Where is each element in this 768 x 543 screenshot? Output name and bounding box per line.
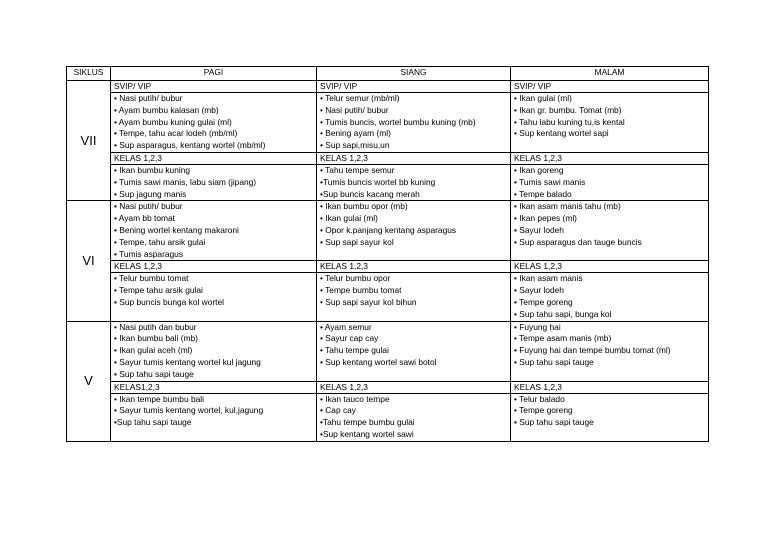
class-label-pagi: SVIP/ VIP bbox=[111, 81, 317, 93]
menu-item-list bbox=[320, 201, 507, 248]
menu-row bbox=[67, 273, 709, 321]
menu-item: • Ikan asam manis bbox=[514, 273, 583, 284]
menu-item: • Ikan bumbu kuning bbox=[114, 164, 191, 175]
menu-item: • Ayam bumbu kalasan (mb) bbox=[114, 104, 219, 115]
menu-item: • Sayur tumis kentang wortel kul jagung bbox=[114, 356, 261, 367]
menu-item: • Fuyung hai bbox=[514, 321, 561, 332]
menu-item: • Ikan gulai (ml) bbox=[320, 213, 378, 224]
menu-item: • Ikan gulai (ml) bbox=[514, 93, 572, 103]
class-label-siang: KELAS 1,2,3 bbox=[317, 261, 511, 273]
class-label-siang: SVIP/ VIP bbox=[317, 81, 511, 93]
menu-item-list bbox=[114, 273, 313, 308]
menu-cell-siang bbox=[317, 164, 511, 200]
menu-cell-siang bbox=[317, 273, 511, 321]
menu-item-list bbox=[320, 273, 507, 308]
class-label-malam: SVIP/ VIP bbox=[511, 81, 709, 93]
label-row bbox=[67, 261, 709, 273]
menu-item: • Sup tahu sapi tauge bbox=[114, 368, 194, 379]
menu-cell-siang bbox=[317, 393, 511, 441]
menu-item: • Tumis buncis, wortel bumbu kuning (mb) bbox=[320, 116, 476, 127]
menu-item: • Sup tahu sapi, bunga kol bbox=[514, 308, 612, 319]
menu-item: • Ikan tauco tempe bbox=[320, 393, 390, 404]
menu-item-list bbox=[514, 322, 705, 369]
menu-item: • Ayam bb tomat bbox=[114, 213, 175, 224]
menu-item: • Tempe bumbu tomat bbox=[320, 285, 402, 296]
header-row bbox=[67, 67, 709, 81]
menu-item: • Telur bumbu tomat bbox=[114, 273, 189, 284]
menu-item-list bbox=[114, 165, 313, 200]
class-label-pagi: KELAS 1,2,3 bbox=[111, 152, 317, 164]
menu-item: • Tempe asam manis (mb) bbox=[514, 333, 612, 344]
menu-item-list bbox=[114, 93, 313, 152]
menu-item: • Ikan pepes (ml) bbox=[514, 213, 577, 224]
menu-row bbox=[67, 164, 709, 200]
menu-item: •Sup kentang wortel sawi bbox=[320, 428, 414, 439]
menu-item: •Sup buncis kacang merah bbox=[320, 188, 420, 199]
menu-item: •Sup tahu sapi tauge bbox=[114, 417, 192, 428]
menu-cell-malam bbox=[511, 201, 709, 261]
menu-item: • Fuyung hai dan tempe bumbu tomat (ml) bbox=[514, 345, 671, 356]
menu-item: • Sup sapi sayur kol bbox=[320, 236, 394, 247]
menu-cycle-table bbox=[66, 66, 709, 442]
class-label-siang: KELAS 1,2,3 bbox=[317, 381, 511, 393]
menu-cell-siang bbox=[317, 201, 511, 261]
menu-item: • Nasi putih/ bubur bbox=[320, 104, 389, 115]
menu-cell-pagi bbox=[111, 393, 317, 441]
menu-item: • Cap cay bbox=[320, 405, 356, 416]
menu-item-list bbox=[514, 273, 705, 320]
menu-item: • Tempe goreng bbox=[514, 296, 573, 307]
menu-item: • Sayur lodeh bbox=[514, 285, 564, 296]
menu-row bbox=[67, 393, 709, 441]
label-row bbox=[67, 381, 709, 393]
menu-row bbox=[67, 93, 709, 153]
menu-item: • Sup tahu sapi tauge bbox=[514, 356, 594, 367]
menu-item: • Nasi putih/ bubur bbox=[114, 93, 183, 103]
menu-item: • Telur balado bbox=[514, 393, 565, 404]
menu-item: • Tahu tempe semur bbox=[320, 164, 395, 175]
menu-cell-malam bbox=[511, 321, 709, 381]
menu-cell-pagi bbox=[111, 321, 317, 381]
menu-row bbox=[67, 201, 709, 261]
label-row bbox=[67, 81, 709, 93]
menu-item-list bbox=[514, 93, 705, 140]
menu-cell-malam bbox=[511, 164, 709, 200]
menu-item: •Tumis buncis wortel bb kuning bbox=[320, 176, 436, 187]
menu-item: • Tempe balado bbox=[514, 188, 572, 199]
menu-item: • Tumis asparagus bbox=[114, 248, 184, 259]
menu-item: • Ikan bumbu opor (mb) bbox=[320, 201, 408, 212]
menu-item: • Ikan tempe bumbu bali bbox=[114, 393, 204, 404]
menu-item: • Telur semur (mb/ml) bbox=[320, 93, 400, 103]
menu-item: • Sup sapi,misu,un bbox=[320, 140, 390, 151]
header-siang: SIANG bbox=[317, 67, 511, 81]
menu-item: • Bening wortel kentang makaroni bbox=[114, 224, 239, 235]
menu-item: • Sup jagung manis bbox=[114, 188, 187, 199]
menu-cell-pagi bbox=[111, 273, 317, 321]
siklus-cell: VII bbox=[67, 81, 111, 201]
menu-item: • Telur bumbu opor bbox=[320, 273, 391, 284]
menu-item: • Ikan gr. bumbu. Tomat (mb) bbox=[514, 104, 622, 115]
menu-item: • Sup asparagus dan tauge buncis bbox=[514, 236, 642, 247]
menu-item: • Sup buncis bunga kol wortel bbox=[114, 296, 225, 307]
menu-item: • Ikan goreng bbox=[514, 164, 564, 175]
menu-item-list bbox=[114, 201, 313, 260]
menu-item: • Tempe, tahu arsik gulai bbox=[114, 236, 206, 247]
menu-item: • Tempe tahu arsik gulai bbox=[114, 285, 203, 296]
menu-item: • Ikan gulai aceh (ml) bbox=[114, 345, 193, 356]
menu-cell-malam bbox=[511, 273, 709, 321]
menu-item-list bbox=[320, 165, 507, 200]
menu-item-list bbox=[114, 394, 313, 429]
menu-cell-pagi bbox=[111, 164, 317, 200]
menu-row bbox=[67, 321, 709, 381]
menu-item-list bbox=[514, 394, 705, 429]
menu-cell-pagi bbox=[111, 201, 317, 261]
menu-item: • Tahu tempe gulai bbox=[320, 345, 389, 356]
menu-item: • Ayam bumbu kuning gulai (ml) bbox=[114, 116, 232, 127]
menu-item-list bbox=[114, 322, 313, 381]
menu-item: • Opor k.panjang kentang asparagus bbox=[320, 224, 457, 235]
header-siklus: SIKLUS bbox=[67, 67, 111, 81]
table-body bbox=[67, 81, 709, 442]
menu-item: • Tumis sawi manis, labu siam (jipang) bbox=[114, 176, 257, 187]
menu-item-list bbox=[320, 93, 507, 152]
header-malam: MALAM bbox=[511, 67, 709, 81]
class-label-malam: KELAS 1,2,3 bbox=[511, 381, 709, 393]
menu-item: • Tempe goreng bbox=[514, 405, 573, 416]
class-label-pagi: KELAS 1,2,3 bbox=[111, 261, 317, 273]
menu-cell-malam bbox=[511, 393, 709, 441]
menu-item: • Sup kentang wortel sawi botol bbox=[320, 356, 437, 367]
menu-item: • Sayur lodeh bbox=[514, 224, 564, 235]
menu-item: • Sup asparagus, kentang wortel (mb/ml) bbox=[114, 140, 266, 151]
label-row bbox=[67, 152, 709, 164]
menu-item: • Sup kentang wortel sapi bbox=[514, 128, 609, 139]
header-pagi: PAGI bbox=[111, 67, 317, 81]
menu-item: • Nasi putih/ bubur bbox=[114, 201, 183, 212]
menu-item: • Nasi putih dan bubur bbox=[114, 321, 197, 332]
menu-item: • Sayur tumis kentang wortel, kul,jagung bbox=[114, 405, 264, 416]
class-label-malam: KELAS 1,2,3 bbox=[511, 261, 709, 273]
menu-item: • Tempe, tahu acar lodeh (mb/ml) bbox=[114, 128, 238, 139]
menu-cell-malam bbox=[511, 93, 709, 153]
menu-item-list bbox=[320, 394, 507, 441]
menu-item: • Tahu labu kuning tu,is kental bbox=[514, 116, 625, 127]
menu-item: • Ayam semur bbox=[320, 321, 372, 332]
menu-item: •Tahu tempe bumbu gulai bbox=[320, 417, 415, 428]
menu-item: • Tumis sawi manis bbox=[514, 176, 586, 187]
menu-item: • Sayur cap cay bbox=[320, 333, 379, 344]
menu-item: • Bening ayam (ml) bbox=[320, 128, 391, 139]
menu-item: • Ikan asam manis tahu (mb) bbox=[514, 201, 621, 212]
menu-cell-siang bbox=[317, 93, 511, 153]
class-label-malam: KELAS 1,2,3 bbox=[511, 152, 709, 164]
class-label-siang: KELAS 1,2,3 bbox=[317, 152, 511, 164]
siklus-cell: VI bbox=[67, 201, 111, 321]
menu-cell-siang bbox=[317, 321, 511, 381]
menu-item: • Ikan bumbu bali (mb) bbox=[114, 333, 198, 344]
menu-item-list bbox=[514, 201, 705, 248]
menu-item-list bbox=[320, 322, 507, 369]
siklus-cell: V bbox=[67, 321, 111, 441]
class-label-pagi: KELAS1,2,3 bbox=[111, 381, 317, 393]
menu-cell-pagi bbox=[111, 93, 317, 153]
menu-item-list bbox=[514, 165, 705, 200]
menu-item: • Sup sapi sayur kol bihun bbox=[320, 296, 417, 307]
menu-item: • Sup tahu sapi tauge bbox=[514, 417, 594, 428]
